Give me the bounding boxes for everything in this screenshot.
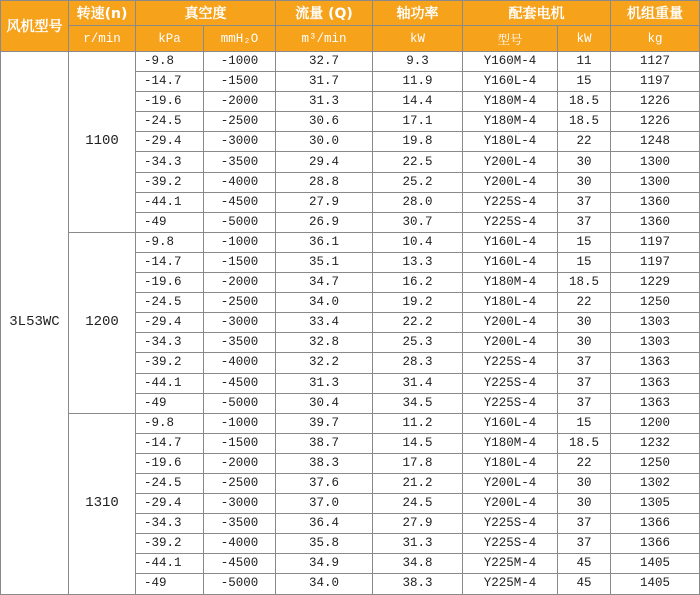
flow-cell: 37.0 [276,494,373,514]
shaft-power-cell: 38.3 [373,574,463,594]
vacuum-mmh2o-cell: -5000 [204,393,276,413]
header-motor-power-unit: kW [558,26,611,52]
vacuum-kpa-cell: -29.4 [136,313,204,333]
shaft-power-cell: 27.9 [373,514,463,534]
vacuum-mmh2o-cell: -1000 [204,413,276,433]
shaft-power-cell: 14.5 [373,433,463,453]
vacuum-mmh2o-cell: -2000 [204,92,276,112]
flow-cell: 31.3 [276,92,373,112]
vacuum-mmh2o-cell: -3000 [204,494,276,514]
motor-model-cell: Y225S-4 [463,212,558,232]
vacuum-mmh2o-cell: -4500 [204,192,276,212]
weight-cell: 1232 [611,433,700,453]
vacuum-kpa-cell: -29.4 [136,132,204,152]
motor-power-cell: 15 [558,413,611,433]
flow-cell: 34.0 [276,293,373,313]
weight-cell: 1300 [611,172,700,192]
header-row-1 [1,1,700,26]
vacuum-mmh2o-cell: -3500 [204,152,276,172]
motor-power-cell: 11 [558,52,611,72]
weight-cell: 1300 [611,152,700,172]
vacuum-kpa-cell: -44.1 [136,373,204,393]
vacuum-mmh2o-cell: -3500 [204,333,276,353]
shaft-power-cell: 24.5 [373,494,463,514]
vacuum-kpa-cell: -34.3 [136,514,204,534]
flow-cell: 33.4 [276,313,373,333]
header-flow: 流量 (Q) [276,1,373,26]
weight-cell: 1229 [611,273,700,293]
flow-cell: 34.9 [276,554,373,574]
speed-cell: 1310 [69,413,136,594]
header-speed: 转速(n) [69,1,136,26]
flow-cell: 34.0 [276,574,373,594]
motor-power-cell: 22 [558,453,611,473]
weight-cell: 1303 [611,333,700,353]
shaft-power-cell: 30.7 [373,212,463,232]
header-flow-unit: m³/min [276,26,373,52]
motor-model-cell: Y225S-4 [463,353,558,373]
shaft-power-cell: 25.3 [373,333,463,353]
shaft-power-cell: 22.5 [373,152,463,172]
motor-model-cell: Y225M-4 [463,554,558,574]
motor-model-cell: Y200L-4 [463,152,558,172]
vacuum-mmh2o-cell: -1500 [204,433,276,453]
shaft-power-cell: 31.3 [373,534,463,554]
weight-cell: 1363 [611,353,700,373]
motor-power-cell: 30 [558,333,611,353]
motor-model-cell: Y180M-4 [463,92,558,112]
flow-cell: 28.8 [276,172,373,192]
header-motor: 配套电机 [463,1,611,26]
weight-cell: 1363 [611,393,700,413]
motor-model-cell: Y225S-4 [463,393,558,413]
motor-model-cell: Y160L-4 [463,232,558,252]
vacuum-mmh2o-cell: -4500 [204,373,276,393]
vacuum-kpa-cell: -19.6 [136,273,204,293]
vacuum-mmh2o-cell: -4000 [204,534,276,554]
table-row [1,52,700,72]
shaft-power-cell: 25.2 [373,172,463,192]
vacuum-kpa-cell: -39.2 [136,353,204,373]
motor-power-cell: 18.5 [558,433,611,453]
shaft-power-cell: 31.4 [373,373,463,393]
header-weight-unit: kg [611,26,700,52]
weight-cell: 1360 [611,212,700,232]
motor-model-cell: Y200L-4 [463,172,558,192]
motor-model-cell: Y225S-4 [463,373,558,393]
weight-cell: 1303 [611,313,700,333]
vacuum-kpa-cell: -49 [136,212,204,232]
header-weight: 机组重量 [611,1,700,26]
vacuum-kpa-cell: -34.3 [136,152,204,172]
motor-model-cell: Y225S-4 [463,534,558,554]
motor-model-cell: Y225M-4 [463,574,558,594]
shaft-power-cell: 17.1 [373,112,463,132]
motor-power-cell: 37 [558,534,611,554]
flow-cell: 37.6 [276,473,373,493]
shaft-power-cell: 28.0 [373,192,463,212]
flow-cell: 32.2 [276,353,373,373]
shaft-power-cell: 28.3 [373,353,463,373]
motor-model-cell: Y180L-4 [463,132,558,152]
vacuum-mmh2o-cell: -2500 [204,112,276,132]
motor-model-cell: Y160M-4 [463,52,558,72]
shaft-power-cell: 16.2 [373,273,463,293]
vacuum-mmh2o-cell: -3000 [204,313,276,333]
vacuum-mmh2o-cell: -4500 [204,554,276,574]
header-speed-unit: r/min [69,26,136,52]
vacuum-mmh2o-cell: -2000 [204,453,276,473]
flow-cell: 34.7 [276,273,373,293]
vacuum-kpa-cell: -44.1 [136,554,204,574]
motor-power-cell: 15 [558,252,611,272]
flow-cell: 36.4 [276,514,373,534]
motor-power-cell: 15 [558,72,611,92]
flow-cell: 36.1 [276,232,373,252]
flow-cell: 38.3 [276,453,373,473]
vacuum-mmh2o-cell: -3000 [204,132,276,152]
motor-power-cell: 30 [558,473,611,493]
header-vacuum-kpa: kPa [136,26,204,52]
speed-cell: 1200 [69,232,136,413]
shaft-power-cell: 21.2 [373,473,463,493]
vacuum-kpa-cell: -14.7 [136,252,204,272]
table-row [1,232,700,252]
shaft-power-cell: 34.8 [373,554,463,574]
weight-cell: 1127 [611,52,700,72]
shaft-power-cell: 13.3 [373,252,463,272]
weight-cell: 1226 [611,112,700,132]
flow-cell: 27.9 [276,192,373,212]
motor-model-cell: Y160L-4 [463,72,558,92]
shaft-power-cell: 19.2 [373,293,463,313]
header-motor-model: 型号 [463,26,558,52]
header-vacuum: 真空度 [136,1,276,26]
vacuum-kpa-cell: -24.5 [136,293,204,313]
vacuum-kpa-cell: -49 [136,393,204,413]
vacuum-kpa-cell: -19.6 [136,92,204,112]
flow-cell: 38.7 [276,433,373,453]
motor-model-cell: Y180M-4 [463,112,558,132]
vacuum-kpa-cell: -34.3 [136,333,204,353]
weight-cell: 1302 [611,473,700,493]
vacuum-kpa-cell: -19.6 [136,453,204,473]
vacuum-mmh2o-cell: -1000 [204,232,276,252]
flow-cell: 31.7 [276,72,373,92]
motor-power-cell: 30 [558,494,611,514]
motor-power-cell: 30 [558,313,611,333]
weight-cell: 1248 [611,132,700,152]
weight-cell: 1366 [611,514,700,534]
shaft-power-cell: 9.3 [373,52,463,72]
weight-cell: 1200 [611,413,700,433]
motor-model-cell: Y180M-4 [463,433,558,453]
speed-cell: 1100 [69,52,136,233]
vacuum-mmh2o-cell: -3500 [204,514,276,534]
motor-power-cell: 22 [558,293,611,313]
vacuum-mmh2o-cell: -4000 [204,172,276,192]
shaft-power-cell: 11.9 [373,72,463,92]
motor-model-cell: Y160L-4 [463,413,558,433]
flow-cell: 39.7 [276,413,373,433]
header-fan-model: 风机型号 [1,1,69,52]
weight-cell: 1305 [611,494,700,514]
vacuum-mmh2o-cell: -4000 [204,353,276,373]
flow-cell: 31.3 [276,373,373,393]
motor-power-cell: 45 [558,554,611,574]
vacuum-kpa-cell: -9.8 [136,413,204,433]
vacuum-kpa-cell: -44.1 [136,192,204,212]
vacuum-mmh2o-cell: -1500 [204,252,276,272]
motor-model-cell: Y225S-4 [463,514,558,534]
motor-power-cell: 30 [558,152,611,172]
vacuum-mmh2o-cell: -2500 [204,473,276,493]
table-body [1,52,700,595]
weight-cell: 1405 [611,574,700,594]
flow-cell: 30.6 [276,112,373,132]
motor-power-cell: 30 [558,172,611,192]
motor-model-cell: Y180M-4 [463,273,558,293]
weight-cell: 1226 [611,92,700,112]
vacuum-kpa-cell: -29.4 [136,494,204,514]
flow-cell: 35.8 [276,534,373,554]
header-power-unit: kW [373,26,463,52]
vacuum-kpa-cell: -24.5 [136,473,204,493]
weight-cell: 1197 [611,72,700,92]
table-row [1,413,700,433]
weight-cell: 1366 [611,534,700,554]
motor-power-cell: 37 [558,212,611,232]
motor-model-cell: Y180L-4 [463,293,558,313]
motor-model-cell: Y225S-4 [463,192,558,212]
vacuum-mmh2o-cell: -2500 [204,293,276,313]
motor-model-cell: Y200L-4 [463,494,558,514]
shaft-power-cell: 14.4 [373,92,463,112]
table-header [1,1,700,52]
flow-cell: 32.8 [276,333,373,353]
motor-power-cell: 18.5 [558,112,611,132]
vacuum-kpa-cell: -14.7 [136,72,204,92]
header-shaft-power: 轴功率 [373,1,463,26]
motor-power-cell: 18.5 [558,92,611,112]
motor-model-cell: Y180L-4 [463,453,558,473]
vacuum-kpa-cell: -39.2 [136,534,204,554]
vacuum-kpa-cell: -9.8 [136,52,204,72]
vacuum-mmh2o-cell: -1000 [204,52,276,72]
vacuum-mmh2o-cell: -5000 [204,212,276,232]
flow-cell: 29.4 [276,152,373,172]
vacuum-mmh2o-cell: -2000 [204,273,276,293]
vacuum-kpa-cell: -9.8 [136,232,204,252]
motor-power-cell: 37 [558,353,611,373]
header-row-2 [1,26,700,52]
shaft-power-cell: 17.8 [373,453,463,473]
motor-model-cell: Y200L-4 [463,333,558,353]
fan-model-cell: 3L53WC [1,52,69,595]
weight-cell: 1250 [611,293,700,313]
flow-cell: 26.9 [276,212,373,232]
shaft-power-cell: 11.2 [373,413,463,433]
weight-cell: 1360 [611,192,700,212]
vacuum-kpa-cell: -24.5 [136,112,204,132]
motor-model-cell: Y160L-4 [463,252,558,272]
vacuum-kpa-cell: -14.7 [136,433,204,453]
motor-power-cell: 37 [558,514,611,534]
motor-power-cell: 22 [558,132,611,152]
motor-power-cell: 37 [558,192,611,212]
weight-cell: 1197 [611,232,700,252]
shaft-power-cell: 10.4 [373,232,463,252]
motor-power-cell: 37 [558,373,611,393]
vacuum-mmh2o-cell: -1500 [204,72,276,92]
shaft-power-cell: 22.2 [373,313,463,333]
vacuum-kpa-cell: -39.2 [136,172,204,192]
weight-cell: 1405 [611,554,700,574]
motor-model-cell: Y200L-4 [463,473,558,493]
flow-cell: 35.1 [276,252,373,272]
flow-cell: 30.0 [276,132,373,152]
shaft-power-cell: 19.8 [373,132,463,152]
weight-cell: 1363 [611,373,700,393]
weight-cell: 1250 [611,453,700,473]
motor-power-cell: 37 [558,393,611,413]
motor-power-cell: 15 [558,232,611,252]
weight-cell: 1197 [611,252,700,272]
vacuum-mmh2o-cell: -5000 [204,574,276,594]
flow-cell: 30.4 [276,393,373,413]
flow-cell: 32.7 [276,52,373,72]
vacuum-kpa-cell: -49 [136,574,204,594]
header-vacuum-mmh2o: mmH₂O [204,26,276,52]
shaft-power-cell: 34.5 [373,393,463,413]
motor-power-cell: 45 [558,574,611,594]
motor-model-cell: Y200L-4 [463,313,558,333]
motor-power-cell: 18.5 [558,273,611,293]
